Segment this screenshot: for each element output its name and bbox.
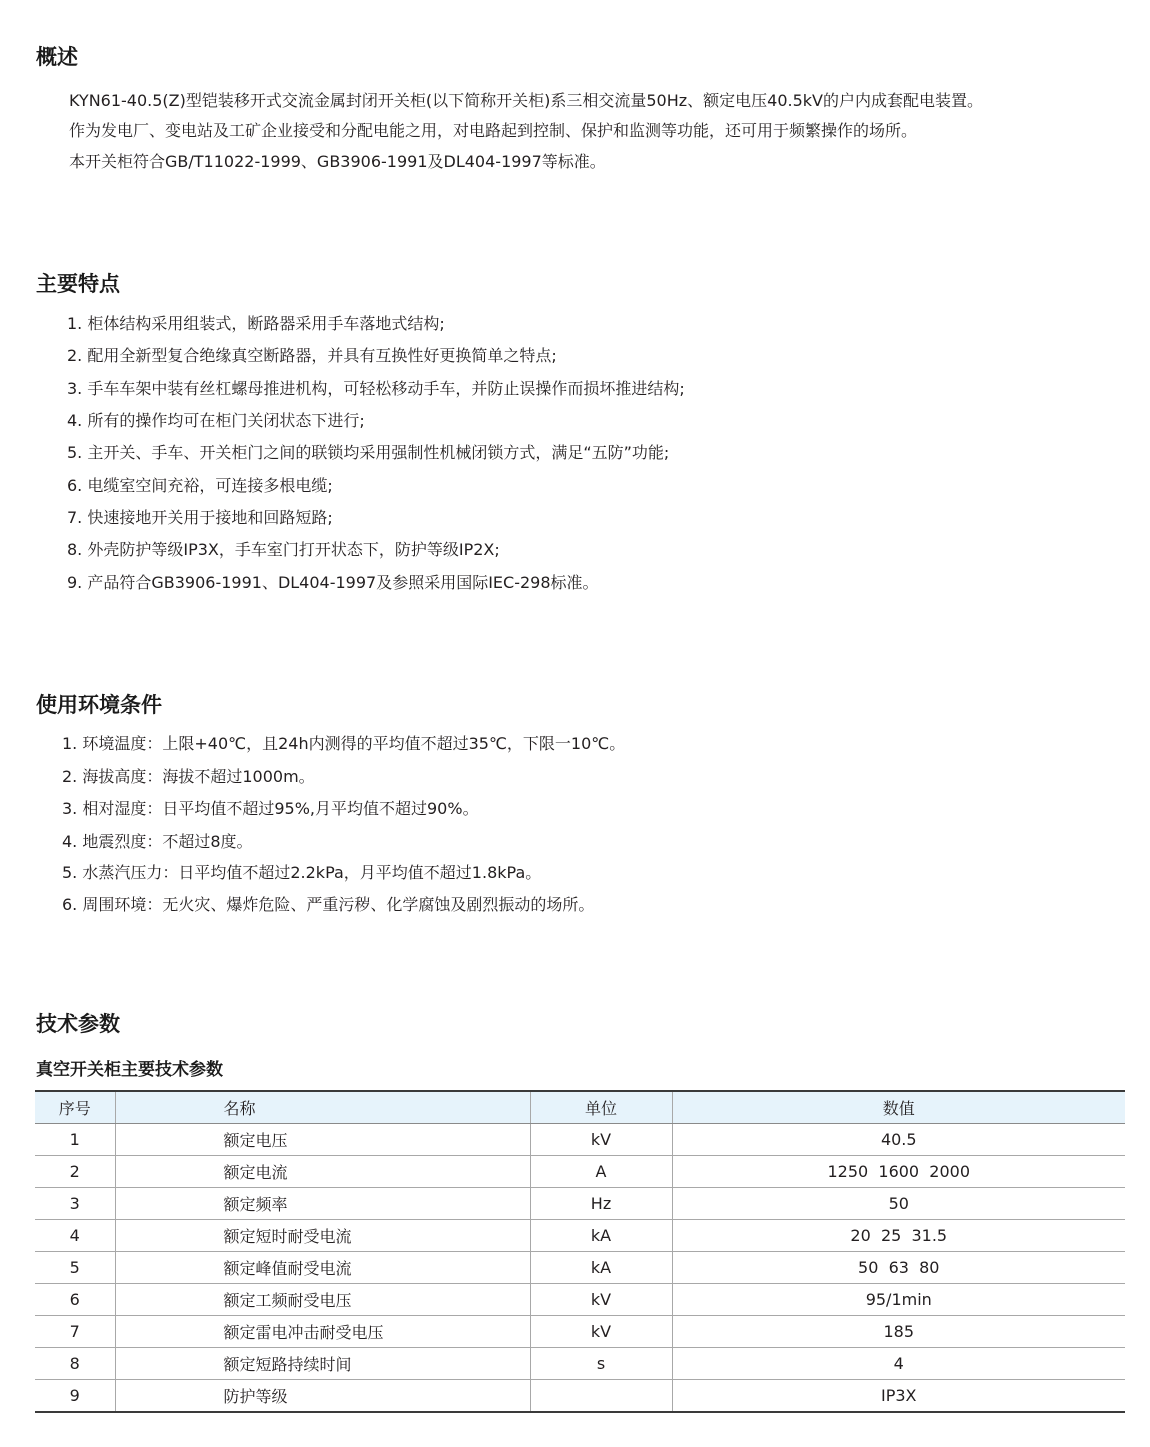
overview-line: KYN61-40.5(Z)型铠装移开式交流金属封闭开关柜(以下简称开关柜)系三相交流量50Hz、额定电压40.5kV的户内成套配电装置。 xyxy=(69,91,983,110)
spec-table xyxy=(35,1090,1125,1413)
row-unit: A xyxy=(530,1156,672,1188)
features-heading: 主要特点 xyxy=(36,272,120,296)
list-item: 4. 所有的操作均可在柜门关闭状态下进行; xyxy=(67,411,365,430)
row-value: 185 xyxy=(672,1316,1125,1348)
list-item: 2. 配用全新型复合绝缘真空断路器，并具有互换性好更换简单之特点; xyxy=(67,346,557,365)
table-row xyxy=(35,1188,1125,1220)
table-row xyxy=(35,1124,1125,1156)
overview-heading: 概述 xyxy=(36,45,78,69)
row-unit: kA xyxy=(530,1220,672,1252)
list-item: 7. 快速接地开关用于接地和回路短路; xyxy=(67,508,333,527)
row-no: 7 xyxy=(35,1316,115,1348)
list-item: 6. 电缆室空间充裕，可连接多根电缆; xyxy=(67,476,333,495)
row-no: 8 xyxy=(35,1348,115,1380)
row-value: 40.5 xyxy=(672,1124,1125,1156)
row-value: 50 63 80 xyxy=(672,1252,1125,1284)
list-item: 6. 周围环境：无火灾、爆炸危险、严重污秽、化学腐蚀及剧烈振动的场所。 xyxy=(62,895,595,914)
table-row xyxy=(35,1252,1125,1284)
list-item: 8. 外壳防护等级IP3X，手车室门打开状态下，防护等级IP2X; xyxy=(67,540,500,559)
row-no: 3 xyxy=(35,1188,115,1220)
row-unit xyxy=(530,1380,672,1413)
overview-line: 作为发电厂、变电站及工矿企业接受和分配电能之用，对电路起到控制、保护和监测等功能，还可用于频繁操作的场所。 xyxy=(69,121,918,140)
table-row xyxy=(35,1316,1125,1348)
row-unit: kA xyxy=(530,1252,672,1284)
list-item: 3. 相对湿度：日平均值不超过95%,月平均值不超过90%。 xyxy=(62,799,479,818)
table-row xyxy=(35,1380,1125,1413)
row-unit: kV xyxy=(530,1316,672,1348)
tech-heading: 技术参数 xyxy=(36,1012,120,1036)
row-value: 95/1min xyxy=(672,1284,1125,1316)
row-name: 防护等级 xyxy=(115,1380,530,1413)
table-header-row xyxy=(35,1091,1125,1124)
row-name: 额定工频耐受电压 xyxy=(115,1284,530,1316)
table-row xyxy=(35,1284,1125,1316)
row-unit: Hz xyxy=(530,1188,672,1220)
row-unit: kV xyxy=(530,1124,672,1156)
list-item: 1. 柜体结构采用组装式，断路器采用手车落地式结构; xyxy=(67,314,445,333)
column-header-name: 名称 xyxy=(115,1091,530,1124)
column-header-unit: 单位 xyxy=(530,1091,672,1124)
row-name: 额定短路持续时间 xyxy=(115,1348,530,1380)
row-name: 额定电压 xyxy=(115,1124,530,1156)
table-row xyxy=(35,1220,1125,1252)
row-value: 20 25 31.5 xyxy=(672,1220,1125,1252)
row-value: 1250 1600 2000 xyxy=(672,1156,1125,1188)
list-item: 2. 海拔高度：海拔不超过1000m。 xyxy=(62,767,315,786)
list-item: 5. 主开关、手车、开关柜门之间的联锁均采用强制性机械闭锁方式，满足“五防”功能; xyxy=(67,443,670,462)
row-unit: kV xyxy=(530,1284,672,1316)
row-value: 4 xyxy=(672,1348,1125,1380)
column-header-value: 数值 xyxy=(672,1091,1125,1124)
column-header-no: 序号 xyxy=(35,1091,115,1124)
table-row xyxy=(35,1348,1125,1380)
row-name: 额定峰值耐受电流 xyxy=(115,1252,530,1284)
row-name: 额定电流 xyxy=(115,1156,530,1188)
row-no: 6 xyxy=(35,1284,115,1316)
row-no: 5 xyxy=(35,1252,115,1284)
list-item: 3. 手车车架中装有丝杠螺母推进机构，可轻松移动手车，并防止误操作而损坏推进结构; xyxy=(67,379,685,398)
row-value: IP3X xyxy=(672,1380,1125,1413)
row-no: 2 xyxy=(35,1156,115,1188)
row-name: 额定频率 xyxy=(115,1188,530,1220)
overview-line: 本开关柜符合GB/T11022-1999、GB3906-1991及DL404-1997等标准。 xyxy=(69,152,606,171)
list-item: 4. 地震烈度：不超过8度。 xyxy=(62,832,253,851)
list-item: 5. 水蒸汽压力：日平均值不超过2.2kPa，月平均值不超过1.8kPa。 xyxy=(62,863,542,882)
environment-heading: 使用环境条件 xyxy=(36,693,162,717)
row-name: 额定短时耐受电流 xyxy=(115,1220,530,1252)
table-title: 真空开关柜主要技术参数 xyxy=(36,1060,223,1080)
list-item: 1. 环境温度：上限+40℃，且24h内测得的平均值不超过35℃，下限一10℃。 xyxy=(62,734,626,753)
row-no: 9 xyxy=(35,1380,115,1413)
row-no: 1 xyxy=(35,1124,115,1156)
list-item: 9. 产品符合GB3906-1991、DL404-1997及参照采用国际IEC-298标准。 xyxy=(67,573,599,592)
row-no: 4 xyxy=(35,1220,115,1252)
table-row xyxy=(35,1156,1125,1188)
row-name: 额定雷电冲击耐受电压 xyxy=(115,1316,530,1348)
row-value: 50 xyxy=(672,1188,1125,1220)
row-unit: s xyxy=(530,1348,672,1380)
